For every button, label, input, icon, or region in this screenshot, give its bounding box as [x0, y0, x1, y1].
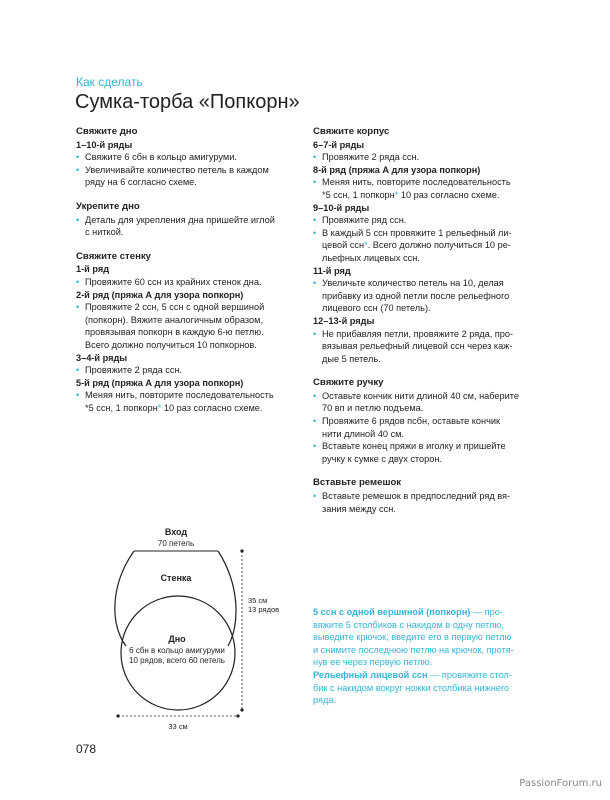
- instruction-item: • В каждый 5 ссн провяжите 1 рельефный ли- цевой ссн*. Всего должно получиться 10 ре- льефных лицевых ссн.: [313, 227, 531, 265]
- instruction-item: • Свяжите 6 сбн в кольцо амигуруми.: [76, 151, 302, 164]
- bag-outline: [115, 551, 236, 646]
- row-heading: 9–10-й ряды: [313, 202, 370, 213]
- row-heading: 11-й ряд: [313, 265, 351, 276]
- section-title-reinforce: Укрепите дно: [76, 200, 140, 212]
- width-dimension: [116, 714, 239, 717]
- instruction-item: • Провяжите 60 ссн из крайних стенок дна.: [76, 276, 302, 289]
- watermark: PassionForum.ru: [519, 778, 602, 789]
- instruction-item: • Провяжите 2 ряда ссн.: [76, 364, 302, 377]
- row-heading: 3–4-й ряды: [76, 352, 128, 363]
- entry-stitch-count: 70 петель: [157, 539, 195, 548]
- bottom-label: Дно: [168, 634, 186, 644]
- instruction-item: • Провяжите 6 рядов псбн, оставьте кончик нити длиной 40 см.: [313, 415, 531, 440]
- row-heading: 6–7-й ряды: [313, 139, 365, 150]
- height-rows: 13 рядов: [248, 605, 280, 614]
- note-popcorn: 5 ссн с одной вершиной (попкорн) — про- вяжите 5 столбиков с накидом в одну петлю, выведите крючок, введите его в первую петлю и снимите последнюю петлю на крючок, протя- нув ее через первую петлю.: [313, 607, 514, 668]
- bottom-desc-line2: 10 рядов, всего 60 петель: [129, 656, 225, 665]
- instruction-item: • Провяжите 2 ссн, 5 ссн с одной вершиной (попкорн). Вяжите аналогичным образом, провязывая попкорн в каждую 6-ю петлю. Всего должно получиться 10 попкорнов.: [76, 301, 302, 351]
- instruction-item: • Провяжите 2 ряда ссн.: [313, 151, 531, 164]
- instruction-item: • Вставьте конец пряжи в иголку и пришейте ручку к сумке с двух сторон.: [313, 440, 531, 465]
- page-number: 078: [76, 742, 97, 756]
- instruction-item: • Увеличьте количество петель на 10, делая прибавку из одной петли после рельефного лицевого ссн (70 петель).: [313, 277, 531, 315]
- row-heading: 1-й ряд: [76, 264, 110, 275]
- row-heading: 1–10-й ряды: [76, 139, 133, 150]
- entry-label: Вход: [164, 527, 188, 537]
- width-cm: 33 см: [168, 722, 188, 731]
- height-dimension: [240, 549, 243, 711]
- section-title-body: Свяжите корпус: [313, 126, 390, 137]
- row-heading: 12–13-й ряды: [313, 315, 375, 326]
- row-heading: 8-й ряд (пряжа А для узора попкорн): [313, 164, 481, 175]
- instruction-item: • Вставьте ремешок в предпоследний ряд вя- зания между ссн.: [313, 490, 531, 515]
- section-title-strap: Вставьте ремешок: [313, 477, 402, 489]
- section-title-bottom: Свяжите дно: [76, 126, 138, 137]
- row-heading: 5-й ряд (пряжа А для узора попкорн): [76, 377, 244, 388]
- wall-label: Стенка: [160, 573, 192, 583]
- bottom-desc-line1: 6 сбн в кольцо амигуруми: [129, 646, 225, 655]
- instruction-item: • Деталь для укрепления дна пришейте иглой с ниткой.: [76, 214, 302, 239]
- instruction-item: • Провяжите ряд ссн.: [313, 214, 531, 227]
- section-kicker: Как сделать: [76, 75, 143, 89]
- row-heading: 2-й ряд (пряжа А для узора попкорн): [76, 289, 244, 300]
- note-relief-stitch: Рельефный лицевой ссн — провяжите стол- бик с накидом вокруг ножки столбика нижнего ряда.: [313, 669, 512, 706]
- instruction-item: • Оставьте кончик нити длиной 40 см, наберите 70 вп и петлю подъема.: [313, 390, 531, 415]
- instruction-item: • Меняя нить, повторите последовательность *5 ссн, 1 попкорн* 10 раз согласно схеме.: [313, 176, 531, 201]
- height-cm: 35 см: [248, 596, 268, 605]
- section-title-wall: Свяжите стенку: [76, 250, 151, 262]
- page-title: Сумка-торба «Попкорн»: [75, 91, 300, 113]
- section-title-handle: Свяжите ручку: [313, 377, 384, 389]
- instruction-item: • Не прибавляя петли, провяжите 2 ряда, про- вязывая рельефный лицевой ссн через каж- дые 5 петель.: [313, 328, 531, 366]
- instruction-item: • Увеличивайте количество петель в каждом ряду на 6 согласно схеме.: [76, 164, 302, 189]
- instruction-item: • Меняя нить, повторите последовательность *5 ссн, 1 попкорн* 10 раз согласно схеме.: [76, 389, 302, 414]
- stitch-notes: [313, 606, 529, 707]
